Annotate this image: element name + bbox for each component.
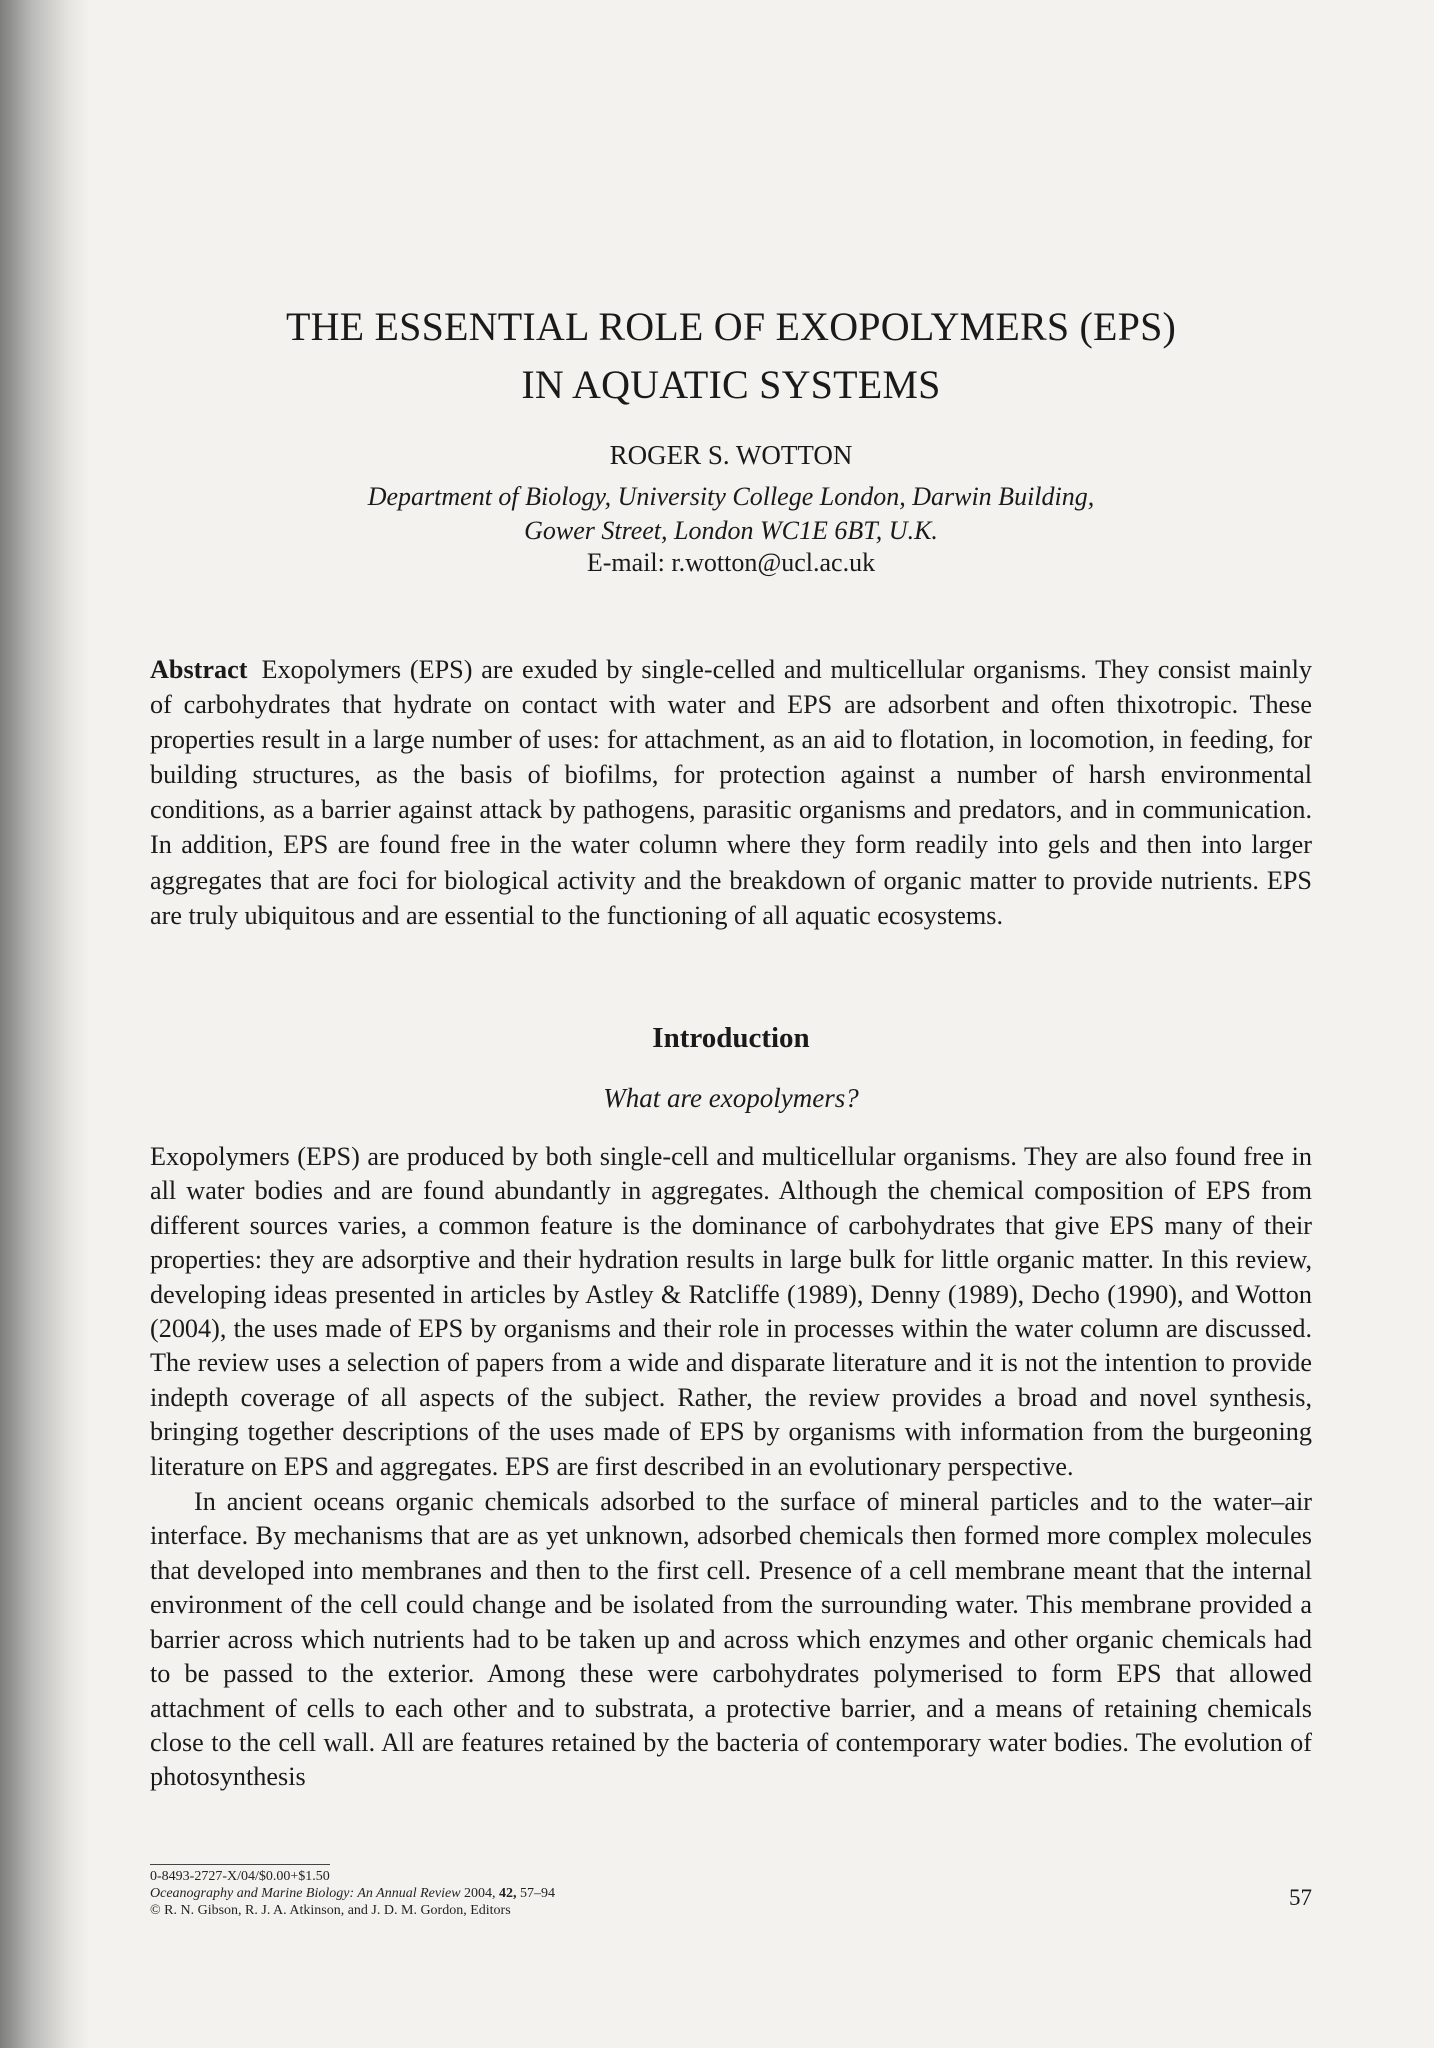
footnote-divider (150, 1864, 330, 1865)
body-paragraph-1: Exopolymers (EPS) are produced by both single-cell and multicellular organisms. They are also found free in all water bodies and are found abundantly in aggregates. Although the chemical composition of EPS from different sources varies, a common feature is the dominance of carbohydrates that give EPS many of their properties: they are adsorptive and their hydration results in large bulk for little organic matter. In this review, developing ideas presented in articles by Astley & Ratcliffe (1989), Denny (1989), Decho (1990), and Wotton (2004), the uses made of EPS by organisms and their role in processes within the water column are discussed. The review uses a selection of papers from a wide and disparate literature and it is not the intention to provide indepth coverage of all aspects of the subject. Rather, the review provides a broad and novel synthesis, bringing together descriptions of the uses made of EPS by organisms with information from the burgeoning literature on EPS and aggregates. EPS are first described in an evolutionary perspective. (150, 1142, 1312, 1481)
author-email: E-mail: r.wotton@ucl.ac.uk (586, 548, 876, 577)
journal-year: 2004, (464, 1886, 496, 1901)
title-line-2: IN AQUATIC SYSTEMS (521, 362, 941, 407)
section-heading-introduction: Introduction (652, 1022, 810, 1054)
subsection-heading: What are exopolymers? (603, 1083, 859, 1113)
page-number: 57 (1289, 1885, 1312, 1910)
abstract-text: Exopolymers (EPS) are exuded by single-celled and multicellular organisms. They consist mainly of carbohydrates that hydrate on contact with water and EPS are adsorbent and often thixotropic. These properties result in a large number of uses: for attachment, as an aid to flotation, in locomotion, in feeding, for building structures, as the basis of biofilms, for protection against a number of harsh environmental conditions, as a barrier against attack by pathogens, parasitic organisms and predators, and in communication. In addition, EPS are found free in the water column where they form readily into gels and then into larger aggregates that are foci for biological activity and the breakdown of organic matter to provide nutrients. EPS are truly ubiquitous and are essential to the functioning of all aquatic ecosystems. (150, 655, 1312, 930)
binding-gutter-shadow (0, 0, 90, 2048)
journal-page (150, 0, 1312, 2048)
footnote-journal-citation (150, 1885, 555, 1902)
title-line-1: THE ESSENTIAL ROLE OF EXOPOLYMERS (EPS) (285, 304, 1177, 349)
author-name: ROGER S. WOTTON (609, 440, 853, 470)
abstract (150, 652, 1312, 933)
body-paragraph-2: In ancient oceans organic chemicals adsorbed to the surface of mineral particles and to the water–air interface. By mechanisms that are as yet unknown, adsorbed chemicals then formed more complex molecules that developed into membranes and then to the first cell. Presence of a cell membrane meant that the internal environment of the cell could change and be isolated from the surrounding water. This membrane provided a barrier across which nutrients had to be taken up and across which enzymes and other organic chemicals had to be passed to the exterior. Among these were carbohydrates polymerised to form EPS that allowed attachment of cells to each other and to substrata, a protective barrier, and a means of retaining chemicals close to the cell wall. All are features retained by the bacteria of contemporary water bodies. The evolution of photosynthesis (150, 1487, 1312, 1792)
journal-pages: 57–94 (520, 1886, 556, 1901)
journal-name: Oceanography and Marine Biology: An Annual Review (150, 1886, 461, 1901)
footnote-editors: © R. N. Gibson, R. J. A. Atkinson, and J. D. M. Gordon, Editors (150, 1903, 511, 1918)
author-affiliation (150, 480, 1312, 548)
introduction-body (150, 1140, 1312, 1795)
affiliation-line-1: Department of Biology, University College London, Darwin Building, (367, 482, 1095, 511)
journal-volume: 42, (499, 1886, 517, 1901)
affiliation-line-2: Gower Street, London WC1E 6BT, U.K. (524, 516, 938, 545)
abstract-label: Abstract (150, 655, 248, 684)
copyright-footnote (150, 1868, 555, 1919)
article-title (150, 298, 1312, 414)
footnote-price-code: 0-8493-2727-X/04/$0.00+$1.50 (150, 1869, 330, 1884)
